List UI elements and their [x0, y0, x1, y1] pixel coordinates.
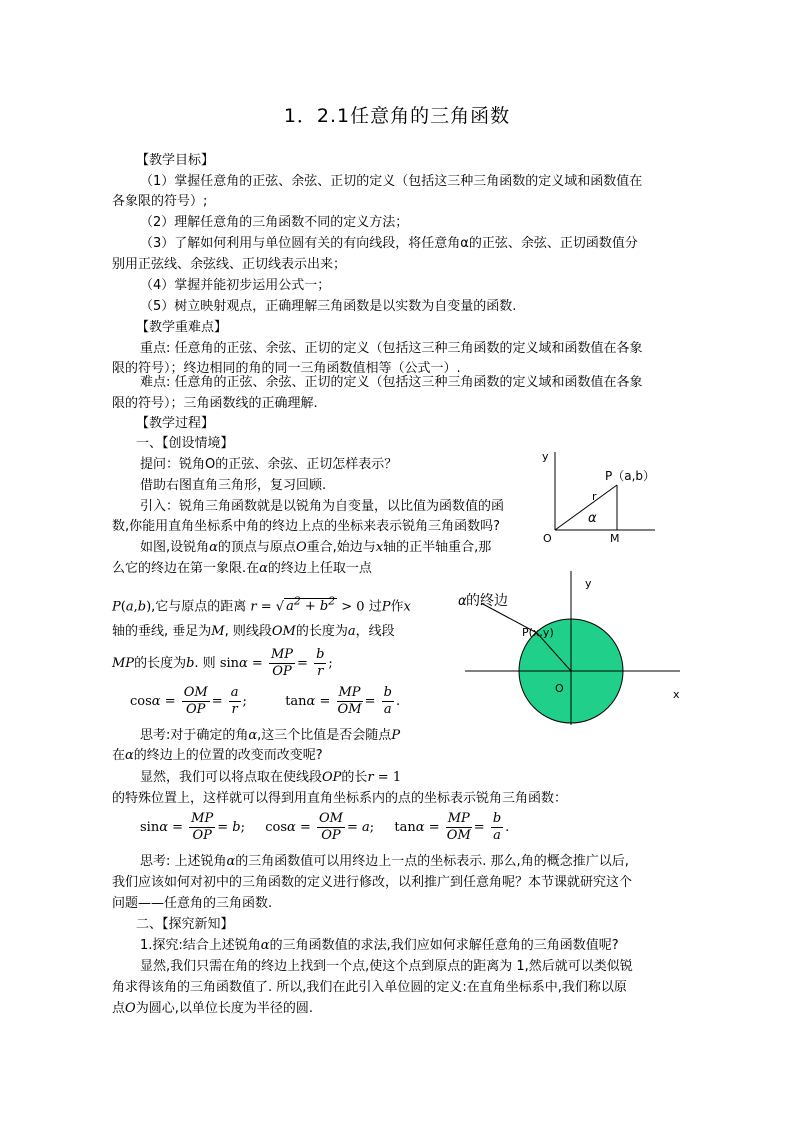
distance-line: P(a,b),它与原点的距离 r = √ $a^2 + b^2 > 0$ 过P作x	[112, 595, 411, 615]
fig2-p-label: P(x,y)	[522, 626, 554, 639]
section-heading-process: 【教学过程】	[136, 416, 215, 431]
unit-definition-line: sinα = $\frac{MP}{OP}$ = b; cosα = $\frac{OM}{OP}$ = a; tanα = $\frac{MP}{OM}$ = $\frac{b}{a}$ .	[140, 811, 510, 843]
obvious-line-1: 显然，我们可以将点取在使线段OP的长r = 1	[140, 770, 402, 785]
question-text: 提问：锐角O的正弦、余弦、正切怎样表示？	[140, 457, 398, 472]
section-heading-explore: 二、【探究新知】	[136, 917, 234, 932]
fig1-o-label: O	[543, 532, 552, 545]
fig1-p-label: P（a,b）	[605, 469, 656, 483]
goal-3-line-2: 别用正弦线、余弦线、正切线表示出来；	[112, 257, 347, 272]
difficulty-line-2: 限的符号）；三角函数线的正确理解.	[112, 396, 318, 411]
fig2-y-label: y	[585, 577, 592, 590]
fig1-m-label: M	[610, 532, 620, 545]
goal-4: （4）掌握并能初步运用公式一；	[140, 278, 331, 293]
fig1-hypotenuse	[555, 485, 617, 530]
think2-line-1: 思考: 上述锐角α的三角函数值可以用终边上一点的坐标表示. 那么,角的概念推广以后,	[140, 854, 629, 869]
explore-line-4: 点O为圆心,以单位长度为半径的圆.	[112, 1001, 313, 1016]
fig1-alpha-label: α	[588, 511, 597, 526]
unit-circle-figure	[455, 565, 695, 730]
section-heading-scenario: 一、【创设情境】	[136, 436, 234, 451]
intro-line-1: 引入：锐角三角函数就是以锐角为自变量，以比值为函数值的函	[140, 499, 505, 514]
right-triangle-figure	[530, 440, 680, 550]
difficulty-line-1: 难点: 任意角的正弦、余弦、正切的定义（包括这三种三角函数的定义域和函数值在各象	[140, 375, 643, 390]
fig2-alpha-label: α	[458, 594, 467, 609]
page-title: 1．2.1任意角的三角函数	[283, 105, 511, 127]
obvious-line-2: 的特殊位置上，这样就可以得到用直角坐标系内的点的坐标表示锐角三角函数：	[112, 791, 568, 806]
fig1-r-label: r	[592, 490, 597, 503]
figure-desc-line-1: 如图,设锐角α的顶点与原点O重合,始边与x轴的正半轴重合,那	[140, 540, 492, 555]
cos-tan-definition-line: cosα = $\frac{OM}{OP}$ = $\frac{a}{r}$ ; tanα = $\frac{MP}{OM}$ = $\frac{b}{a}$ .	[130, 685, 401, 717]
goal-3-line-1: （3）了解如何利用与单位圆有关的有向线段，将任意角α的正弦、余弦、正切函数值分	[140, 236, 638, 251]
section-heading-key-points: 【教学重难点】	[136, 320, 228, 335]
goal-5: （5）树立映射观点，正确理解三角函数是以实数为自变量的函数.	[140, 299, 517, 314]
fig2-terminal-label: 的终边	[466, 593, 508, 609]
key-point-line-1: 重点: 任意角的正弦、余弦、正切的定义（包括这三种三角函数的定义域和函数值在各象	[140, 341, 643, 356]
explore-line-2: 显然,我们只需在角的终边上找到一个点,使这个点到原点的距离为 1,然后就可以类似锐	[140, 959, 633, 974]
sine-definition-line: MP的长度为b. 则 sinα = $\frac{MP}{OP}$ = $\frac{b}{r}$ ;	[112, 647, 333, 679]
fig1-y-label: y	[542, 450, 549, 463]
explore-line-3: 角求得该角的三角函数值了. 所以,我们在此引入单位圆的定义:在直角坐标系中,我们称以原	[112, 980, 627, 995]
key-point-line-2: 限的符号）；终边相同的角的同一三角函数值相等（公式一）.	[112, 361, 461, 376]
intro-line-2: 数,你能用直角坐标系中角的终边上点的坐标来表示锐角三角函数吗?	[112, 519, 501, 534]
fig2-o-label: O	[555, 682, 564, 695]
think-line-1: 思考:对于确定的角α,这三个比值是否会随点P	[140, 728, 401, 743]
goal-2: （2）理解任意角的三角函数不同的定义方法；	[140, 215, 409, 230]
goal-1-line-2: 各象限的符号）;	[112, 194, 208, 209]
review-text: 借助右图直角三角形，复习回顾.	[140, 478, 327, 493]
fig2-x-label: x	[673, 688, 680, 701]
figure-desc-line-2: 么它的终边在第一象限.在α的终边上任取一点	[112, 561, 372, 576]
section-heading-goals: 【教学目标】	[136, 153, 215, 168]
goal-1-line-1: （1）掌握任意角的正弦、余弦、正切的定义（包括这三种三角函数的定义域和函数值在	[140, 174, 643, 189]
think2-line-3: 问题——任意角的三角函数.	[112, 896, 273, 911]
think-line-2: 在α的终边上的位置的改变而改变呢?	[112, 748, 323, 763]
think2-line-2: 我们应该如何对初中的三角函数的定义进行修改，以利推广到任意角呢？本节课就研究这个	[112, 875, 633, 890]
explore-line-1: 1.探究:结合上述锐角α的三角函数值的求法,我们应如何求解任意角的三角函数值呢?	[140, 938, 619, 953]
perpendicular-line: 轴的垂线, 垂足为M, 则线段OM的长度为a，线段	[112, 624, 395, 639]
